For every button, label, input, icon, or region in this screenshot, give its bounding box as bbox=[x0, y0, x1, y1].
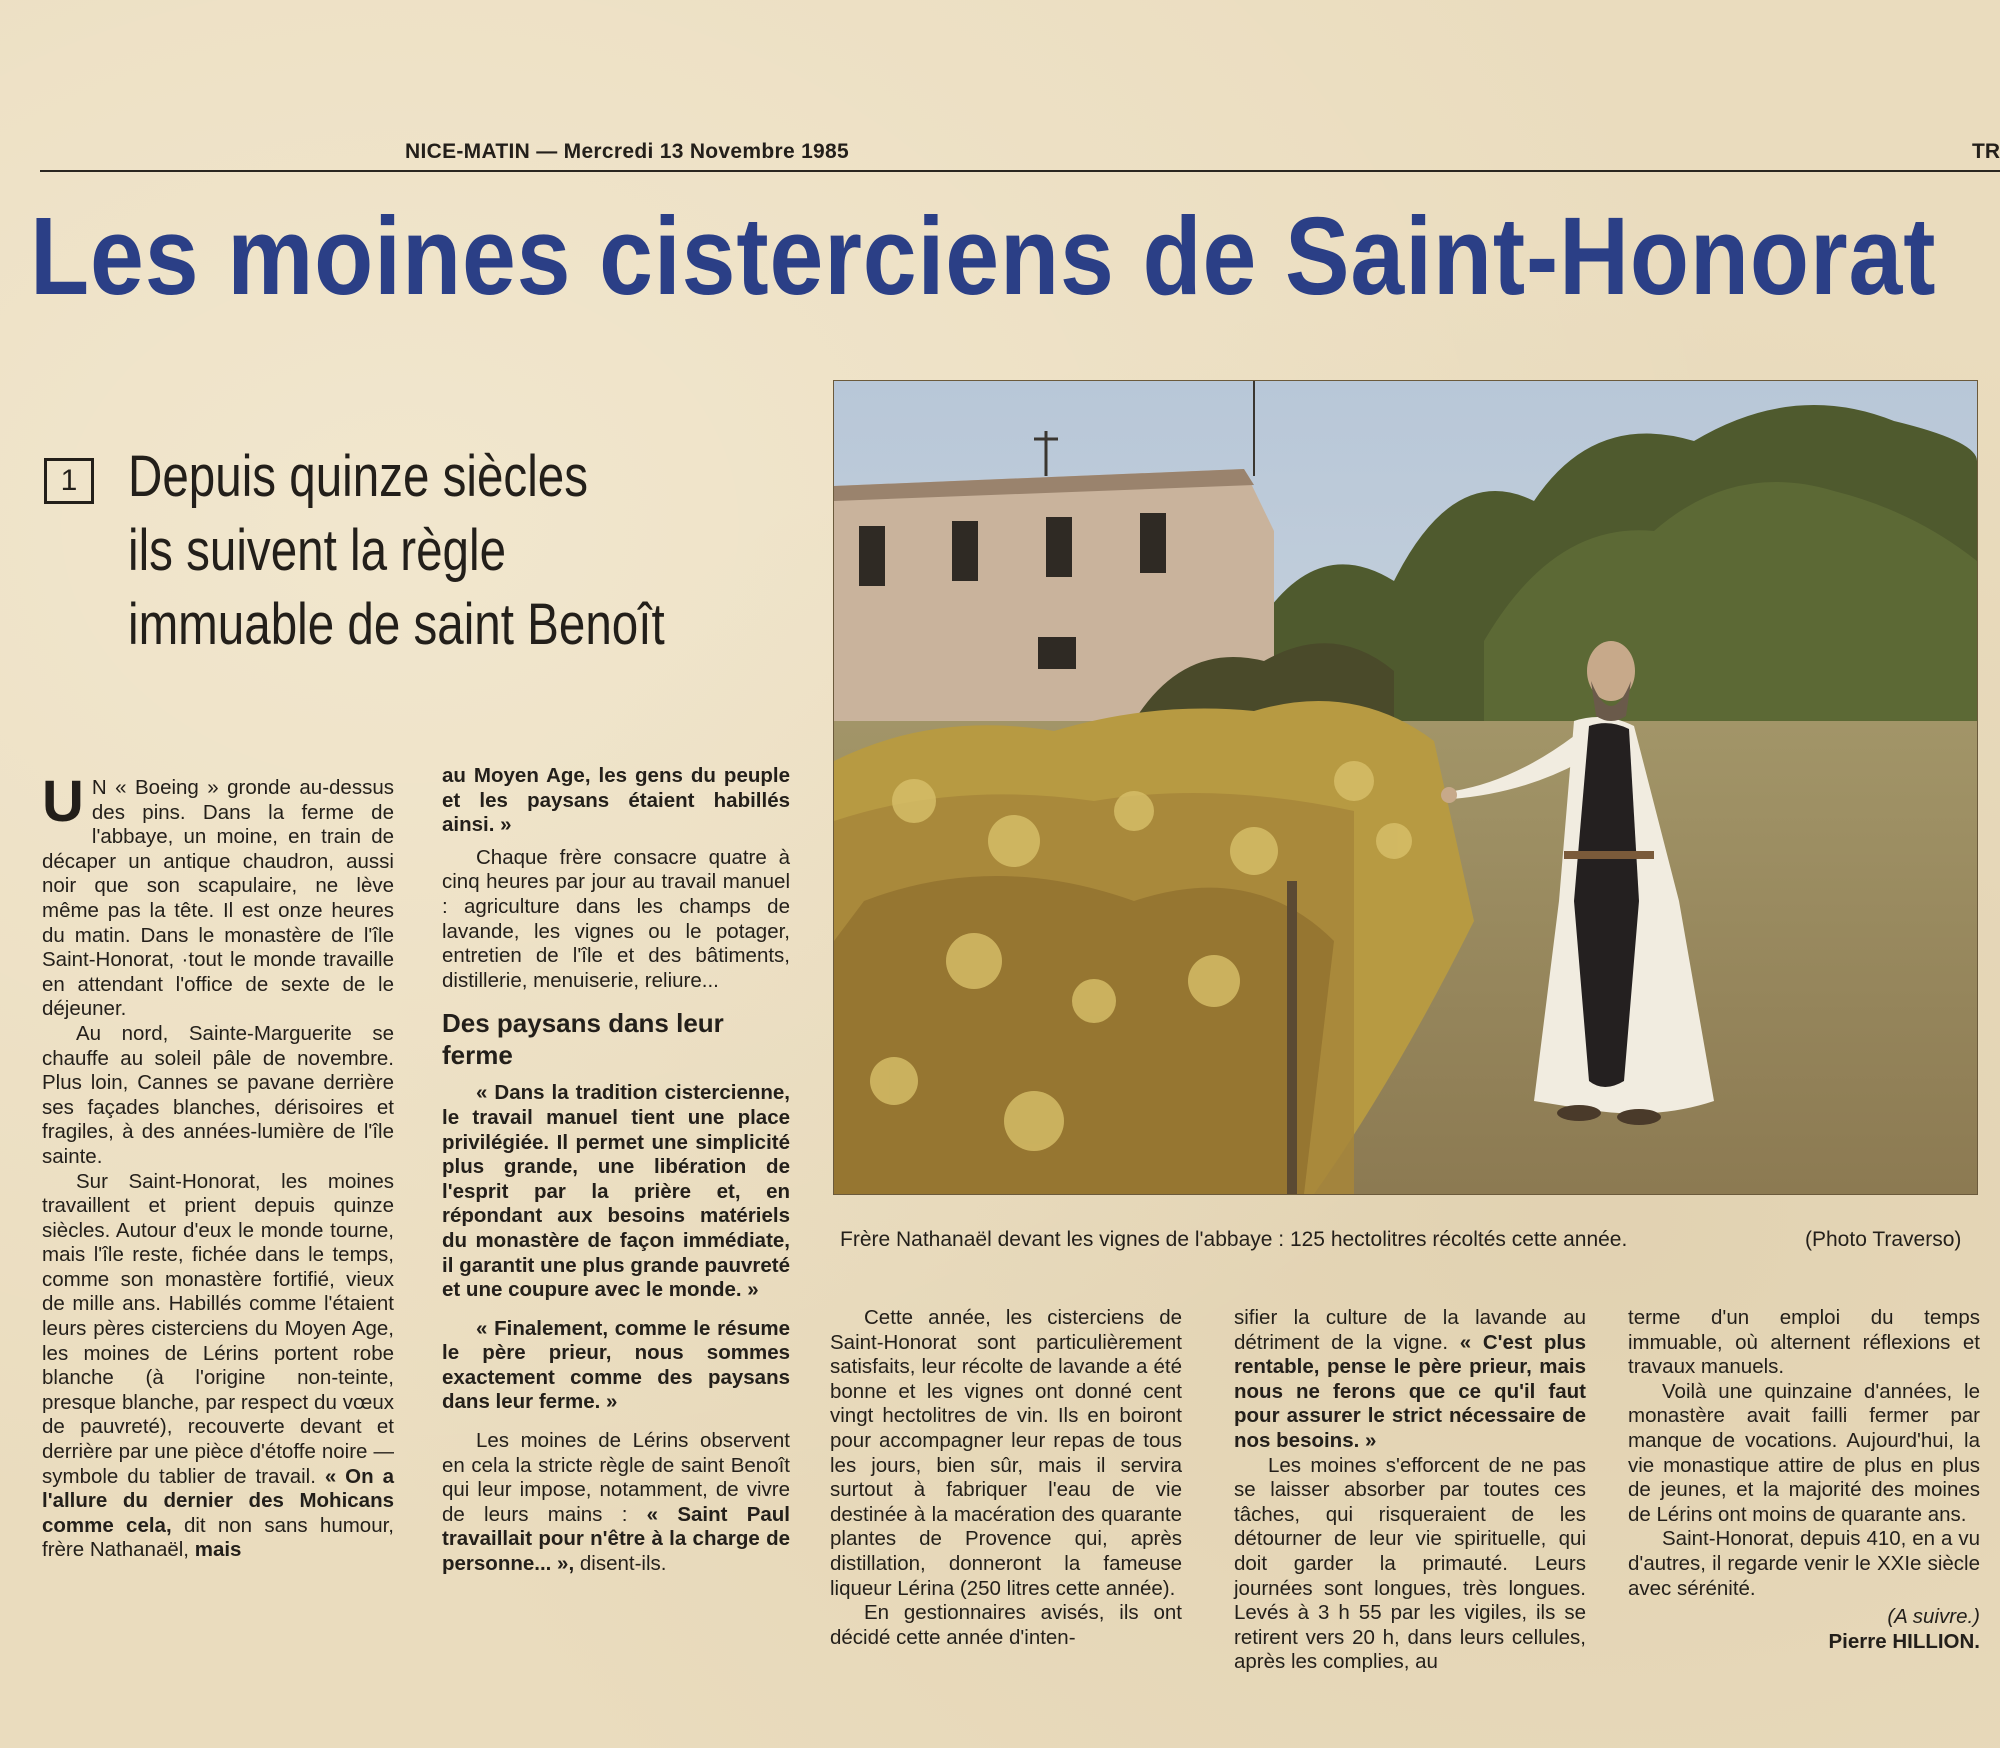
author-last-name: HILLION. bbox=[1892, 1629, 1980, 1653]
paragraph bbox=[442, 1081, 790, 1302]
subhead bbox=[128, 440, 784, 662]
paragraph-text: Sur Saint-Honorat, les moines travaillent et prient depuis quinze siècles. Autour d'eux le monde tourne, mais l'île reste, fichée dans le temps, comme son monastère fortifié, vieux de mille ans. Habillés comme l'étaient leurs pères cisterciens du Moyen Age, les moines de Lérins portent robe blanche (à l'origine non-teinte, presque blanche, par respect du vœux de pauvreté), recouverte devant et derrière par une pièce d'étoffe noire — symbole du tablier de travail. bbox=[42, 1169, 394, 1488]
paragraph-text: N « Boeing » gronde au-dessus des pins. Dans la ferme de l'abbaye, un moine, en train de décaper un antique chaudron, aussi noir que son scapulaire, ne lève même pas la tête. Il est onze heures du matin. Dans le monastère de l'île Saint-Honorat, ·tout le monde travaille en attendant l'office de sexte de le déjeuner. bbox=[42, 776, 394, 1021]
subhead-line-1: Depuis quinze siècles bbox=[128, 444, 588, 509]
paragraph: Chaque frère consacre quatre à cinq heures par jour au travail manuel : agriculture dans les champs de lavande, les vignes ou le potager, entretien de l'île et des bâtiments, distillerie, menuiserie, reliure... bbox=[442, 845, 790, 992]
article-column-1 bbox=[42, 769, 394, 1563]
paragraph-text: disent-ils. bbox=[579, 1552, 667, 1576]
article-column-5 bbox=[1628, 1306, 1980, 1654]
photo-caption: Frère Nathanaël devant les vignes de l'abbaye : 125 hectolitres récoltés cette année. bbox=[840, 1228, 1628, 1251]
photo-frere-nathanael bbox=[833, 380, 1978, 1195]
byline bbox=[1628, 1630, 1980, 1655]
photo-image bbox=[834, 381, 1977, 1194]
article-column-2 bbox=[442, 764, 790, 1577]
quote-text: mais bbox=[194, 1538, 242, 1562]
subhead-line-3: immuable de saint Benoît bbox=[128, 592, 665, 657]
paragraph bbox=[1234, 1306, 1586, 1454]
quote-text: « Dans la tradition cistercienne, le travail manuel tient une place privilégiée. Il permet une simplicité plus grande, une libération de l'esprit par la prière et, en répondant aux besoins matériels du monastère de façon immédiate, il garantit une plus grande pauvreté et une coupure avec le monde. » bbox=[442, 1081, 790, 1302]
paragraph: Voilà une quinzaine d'années, le monastère avait failli fermer par manque de vocations. Aujourd'hui, la vie monastique attire de plus en plus de jeunes, et la majorité des moines de Lérins ont moins de quarante ans. bbox=[1628, 1379, 1980, 1526]
quote-text: au Moyen Age, les gens du peuple et les paysans étaient habillés ainsi. » bbox=[442, 764, 790, 837]
quote-text: « Saint Paul travaillait pour n'être à la charge de personne... », bbox=[442, 1502, 790, 1576]
paragraph-text: dit non sans humour, frère Nathanaël, bbox=[42, 1513, 394, 1562]
paragraph bbox=[442, 764, 790, 838]
quote-text: « Finalement, comme le résume le père prieur, nous sommes exactement comme des paysans dans leur ferme. » bbox=[442, 1316, 790, 1414]
article-column-3 bbox=[830, 1306, 1182, 1650]
paragraph bbox=[442, 1429, 790, 1577]
quote-text: « C'est plus rentable, pense le père prieur, mais nous ne ferons que ce qu'il faut pour assurer le strict nécessaire de nos besoins. » bbox=[1234, 1330, 1586, 1452]
subhead-line-2: ils suivent la règle bbox=[128, 518, 507, 583]
quote-text: « On a l'allure du dernier des Mohicans comme cela, bbox=[42, 1464, 394, 1537]
masthead-date: NICE-MATIN — Mercredi 13 Novembre 1985 bbox=[405, 140, 849, 163]
paragraph-text: Les moines de Lérins observent en cela la stricte règle de saint Benoît qui leur impose, notamment, de vivre de leurs mains : bbox=[442, 1429, 790, 1526]
headline: Les moines cisterciens de Saint-Honorat bbox=[30, 195, 1937, 318]
paragraph: Au nord, Sainte-Marguerite se chauffe au soleil pâle de novembre. Plus loin, Cannes se pavane derrière ses façades blanches, dérisoires et fragiles, à des années-lumière de l'île sainte. bbox=[42, 1021, 394, 1168]
photo-credit: (Photo Traverso) bbox=[1805, 1228, 1962, 1251]
article-column-4 bbox=[1234, 1306, 1586, 1675]
paragraph bbox=[42, 769, 394, 1022]
to-be-continued: (A suivre.) bbox=[1887, 1605, 1980, 1629]
paragraph: Les moines s'efforcent de ne pas se laisser absorber par toutes ces tâches, qui risqueraient de les détourner de leur vie spirituelle, qui doit garder la primauté. Leurs journées sont longues, très longues. Levés à 3 h 55 par les vigiles, ils se retirent vers 20 h, dans leurs cellules, après les complies, au bbox=[1234, 1453, 1586, 1674]
paragraph bbox=[442, 1317, 790, 1415]
paragraph: Saint-Honorat, depuis 410, en a vu d'autres, il regarde venir le XXIe siècle avec sérénité. bbox=[1628, 1527, 1980, 1600]
paragraph: terme d'un emploi du temps immuable, où alternent réflexions et travaux manuels. bbox=[1628, 1306, 1980, 1379]
paragraph bbox=[42, 1170, 394, 1564]
paragraph-text: sifier la culture de la lavande au détriment de la vigne. bbox=[1234, 1306, 1586, 1354]
masthead-page-fragment: TR bbox=[1972, 140, 2000, 163]
series-number-box: 1 bbox=[44, 458, 94, 504]
masthead bbox=[40, 138, 2000, 172]
section-heading: Des paysans dans leur ferme bbox=[442, 1008, 724, 1071]
paragraph: Cette année, les cisterciens de Saint-Honorat sont particulièrement satisfaits, leur récolte de lavande a été bonne et les vignes ont donné cent vingt hectolitres de vin. Ils en boiront pour accompagner leur repas de tous les jours, bien sûr, mais il servira surtout à fabriquer l'eau de vie destinée à la macération des quarante plantes de Provence qui, après distillation, donneront la fameuse liqueur Lérina (250 litres cette année). bbox=[830, 1306, 1182, 1600]
author-first-name: Pierre bbox=[1828, 1629, 1887, 1653]
drop-cap: U bbox=[42, 769, 84, 834]
paragraph: En gestionnaires avisés, ils ont décidé cette année d'inten- bbox=[830, 1601, 1182, 1649]
